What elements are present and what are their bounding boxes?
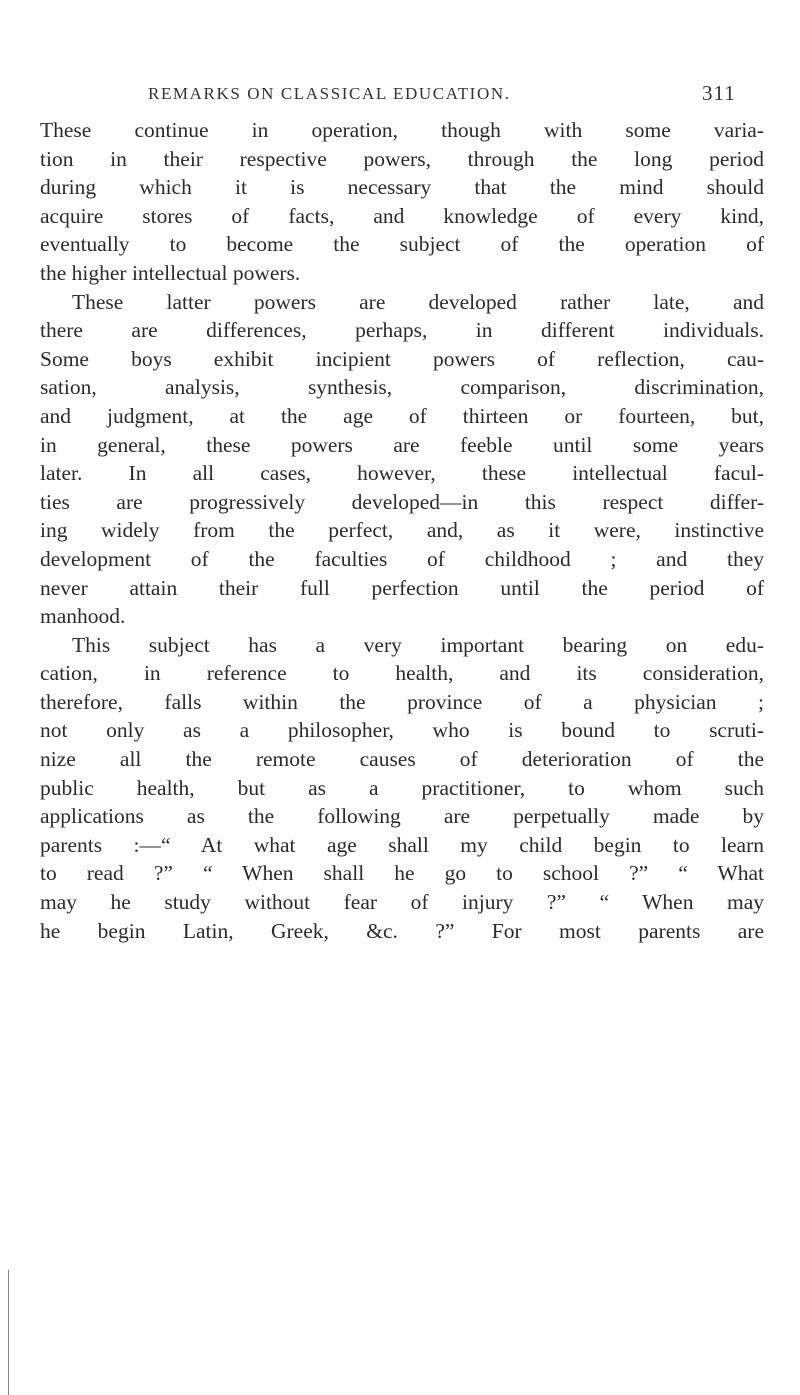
text-line: may he study without fear of injury ?” “ When may bbox=[40, 890, 764, 915]
text-line: eventually to become the subject of the operation of bbox=[40, 232, 764, 257]
text-line: ties are progressively developed—in this respect differ- bbox=[40, 489, 764, 514]
text-line: ing widely from the perfect, and, as it were, instinctive bbox=[40, 518, 764, 543]
text-line: applications as the following are perpetually made by bbox=[40, 804, 764, 829]
text-line: tion in their respective powers, through the long period bbox=[40, 146, 764, 171]
text-line: the higher intellectual powers. bbox=[40, 260, 301, 285]
body-text bbox=[40, 116, 764, 945]
page-number: 311 bbox=[702, 81, 736, 105]
text-line: acquire stores of facts, and knowledge of every kind, bbox=[40, 203, 764, 228]
page-edge-shadow bbox=[8, 1270, 9, 1395]
text-line: These continue in operation, though with some varia- bbox=[40, 118, 764, 142]
text-line: therefore, falls within the province of a physician ; bbox=[40, 689, 764, 714]
running-head bbox=[0, 81, 800, 110]
text-line: not only as a philosopher, who is bound to scruti- bbox=[40, 718, 764, 743]
text-line: never attain their full perfection until the period of bbox=[40, 575, 764, 600]
text-line: development of the faculties of childhood ; and they bbox=[40, 546, 764, 571]
text-line: This subject has a very important bearing on edu- bbox=[72, 632, 764, 657]
text-line: Some boys exhibit incipient powers of reflection, cau- bbox=[40, 346, 764, 371]
text-line: cation, in reference to health, and its consideration, bbox=[40, 661, 764, 686]
text-line: later. In all cases, however, these intellectual facul- bbox=[40, 461, 764, 486]
text-line: to read ?” “ When shall he go to school ?” “ What bbox=[40, 861, 764, 886]
text-line: and judgment, at the age of thirteen or fourteen, but, bbox=[40, 403, 764, 428]
text-line: during which it is necessary that the mind should bbox=[40, 175, 764, 200]
text-line: there are differences, perhaps, in different individuals. bbox=[40, 318, 764, 343]
text-line: he begin Latin, Greek, &c. ?” For most parents are bbox=[40, 918, 764, 943]
text-line: public health, but as a practitioner, to whom such bbox=[40, 775, 764, 800]
text-line: in general, these powers are feeble until some years bbox=[40, 432, 764, 457]
text-line: manhood. bbox=[40, 604, 126, 629]
text-line: nize all the remote causes of deterioration of the bbox=[40, 747, 764, 772]
text-line: parents :—“ At what age shall my child begin to learn bbox=[40, 832, 764, 857]
running-title: REMARKS ON CLASSICAL EDUCATION. bbox=[148, 84, 511, 103]
text-line: sation, analysis, synthesis, comparison, discrimination, bbox=[40, 375, 764, 400]
text-line: These latter powers are developed rather late, and bbox=[72, 289, 764, 314]
